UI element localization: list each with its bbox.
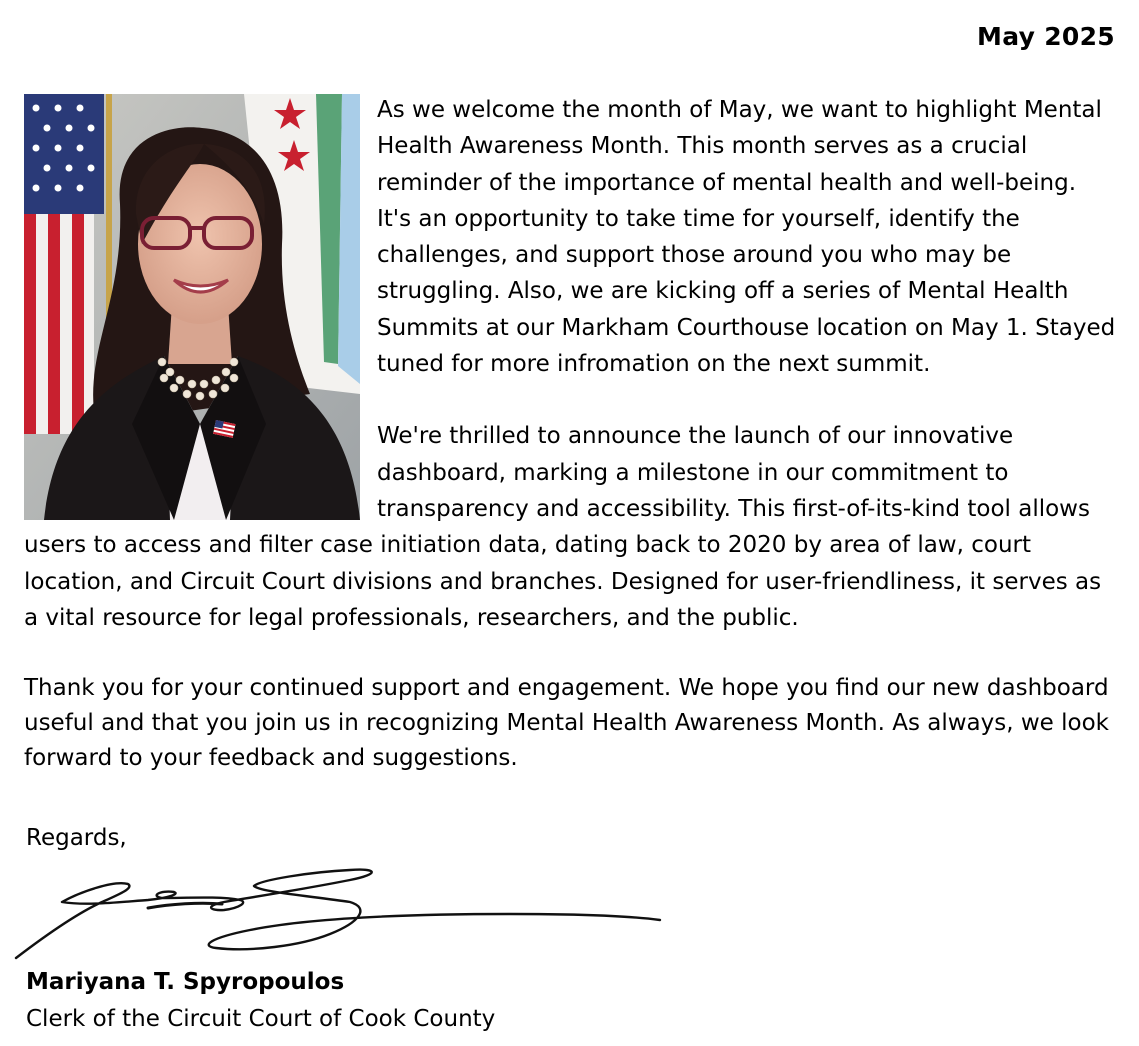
letter-body	[24, 92, 1116, 776]
closing-salutation: Regards,	[26, 825, 127, 851]
handwritten-signature	[10, 862, 670, 967]
signer-name: Mariyana T. Spyropoulos	[26, 969, 345, 995]
paragraph-dashboard: We're thrilled to announce the launch of our innovative dashboard, marking a milestone in our commitment to transparency and accessibility. This first-of-its-kind tool allows users to access and filter case initiation data, dating back to 2020 by area of law, court location, and Circuit Court divisions and branches. Designed for user-friendliness, it serves as a vital resource for legal professionals, researchers, and the public.	[24, 423, 1102, 631]
paragraph-mental-health: As we welcome the month of May, we want to highlight Mental Health Awareness Month. This month serves as a crucial reminder of the importance of mental health and well-being. It's an opportunity to take time for yourself, identify the challenges, and support those around you who may be struggling. Also, we are kicking off a series of Mental Health Summits at our Markham Courthouse location on May 1. Stayed tuned for more infromation on the next summit.	[377, 97, 1116, 378]
paragraph-thank-you: Thank you for your continued support and engagement. We hope you find our new dashboard useful and that you join us in recognizing Mental Health Awareness Month. As always, we look forward to your feedback and suggestions.	[24, 675, 1109, 772]
letter-date: May 2025	[977, 22, 1115, 51]
portrait-photo	[24, 94, 360, 520]
signer-title: Clerk of the Circuit Court of Cook County	[26, 1006, 496, 1032]
